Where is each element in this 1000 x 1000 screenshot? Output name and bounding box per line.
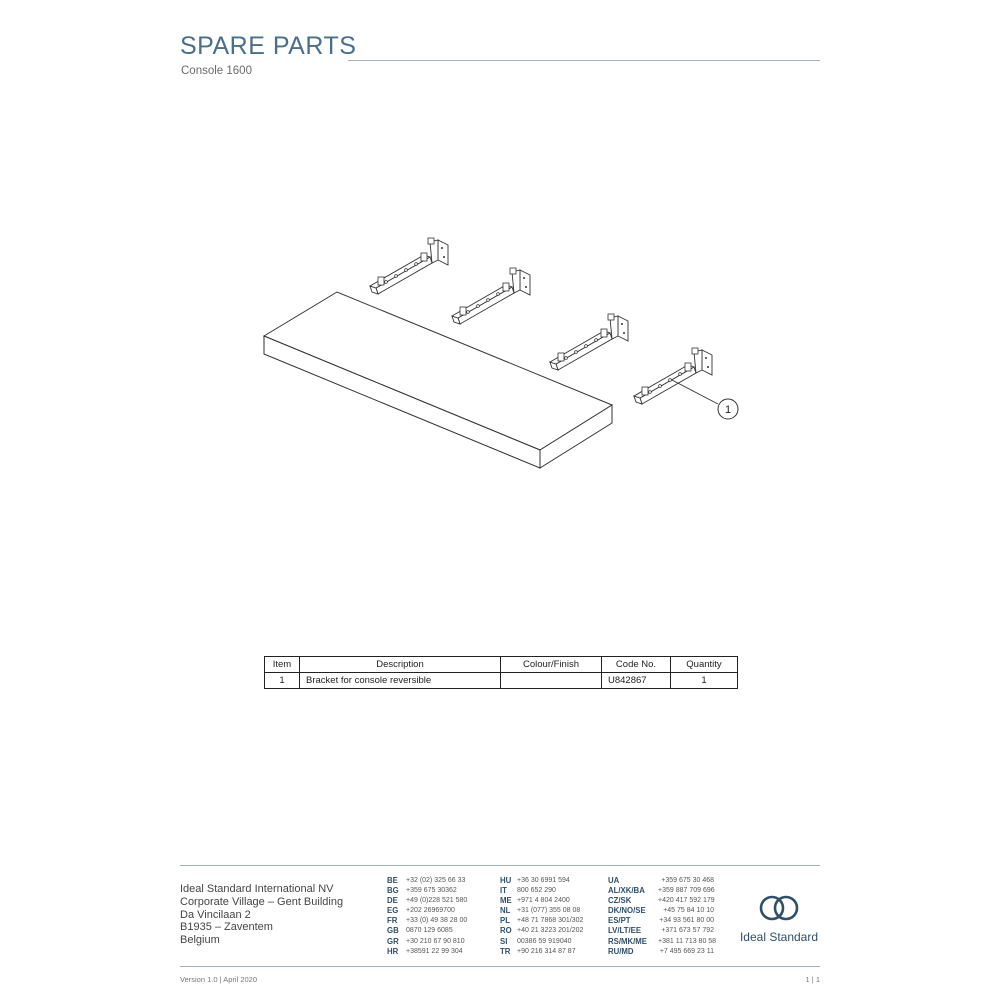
contact-row: FR +33 (0) 49 38 28 00 bbox=[387, 916, 468, 926]
header-colour: Colour/Finish bbox=[501, 657, 602, 673]
bracket-2 bbox=[452, 268, 530, 324]
bracket-4 bbox=[634, 348, 712, 404]
page-subtitle: Console 1600 bbox=[181, 65, 252, 77]
contact-row: GB 0870 129 6085 bbox=[387, 926, 453, 936]
contact-row: LV/LT/EE +371 673 57 792 bbox=[608, 926, 714, 936]
header-quantity: Quantity bbox=[671, 657, 738, 673]
cell-quantity: 1 bbox=[671, 673, 738, 689]
contact-row: DE +49 (0)228 521 580 bbox=[387, 896, 468, 906]
bracket-1 bbox=[370, 238, 448, 294]
console-slab bbox=[264, 292, 612, 468]
contacts-column-2 bbox=[500, 876, 583, 957]
contact-row: NL +31 (077) 355 08 08 bbox=[500, 906, 581, 916]
contact-row: GR +30 210 67 90 810 bbox=[387, 936, 465, 946]
header-description: Description bbox=[300, 657, 501, 673]
contact-row: RO +40 21 3223 201/202 bbox=[500, 926, 584, 936]
cell-code: U842867 bbox=[602, 673, 671, 689]
contact-row: BG +359 675 30362 bbox=[387, 886, 457, 896]
contact-row: RU/MD +7 495 669 23 11 bbox=[608, 946, 714, 956]
contact-row: IT 800 652 290 bbox=[500, 886, 556, 896]
contact-row: PL +48 71 7868 301/302 bbox=[500, 916, 584, 926]
contact-row: HR +38591 22 99 304 bbox=[387, 946, 463, 956]
cell-colour bbox=[501, 673, 602, 689]
callout-number: 1 bbox=[724, 404, 732, 416]
header-code: Code No. bbox=[602, 657, 671, 673]
address-line: Corporate Village – Gent Building bbox=[180, 895, 344, 908]
contact-row: TR +90 216 314 87 87 bbox=[500, 946, 576, 956]
table-row bbox=[265, 673, 738, 689]
contact-row: SI 00386 59 919040 bbox=[500, 936, 572, 946]
parts-table bbox=[264, 656, 738, 689]
version-info: Version 1.0 | April 2020 bbox=[180, 975, 257, 984]
address-line: Ideal Standard International NV bbox=[180, 883, 334, 895]
contact-row: CZ/SK +420 417 592 179 bbox=[608, 896, 715, 906]
logo-rings-icon bbox=[756, 893, 802, 923]
company-address bbox=[180, 883, 343, 947]
brand-logo bbox=[736, 893, 822, 944]
contact-row: DK/NO/SE +45 75 84 10 10 bbox=[608, 906, 714, 916]
contact-row: AL/XK/BA +359 887 709 696 bbox=[608, 886, 715, 896]
contact-row: HU +36 30 6991 594 bbox=[500, 876, 570, 885]
footer-rule-bottom bbox=[180, 966, 820, 967]
address-line: B1935 – Zaventem bbox=[180, 921, 273, 934]
contact-row: BE +32 (02) 325 66 33 bbox=[387, 876, 466, 885]
contact-row: EG +202 26969700 bbox=[387, 906, 455, 916]
page-title: SPARE PARTS bbox=[180, 32, 357, 60]
cell-description: Bracket for console reversible bbox=[300, 673, 501, 689]
brand-name: Ideal Standard bbox=[739, 930, 819, 944]
header-item: Item bbox=[265, 657, 300, 673]
contact-row: ME +971 4 804 2400 bbox=[500, 896, 570, 906]
contact-row: RS/MK/ME +381 11 713 80 58 bbox=[608, 936, 717, 946]
table-header-row bbox=[265, 657, 738, 673]
contacts-column-3 bbox=[608, 876, 717, 957]
contact-row: UA +359 675 30 468 bbox=[608, 876, 714, 885]
page-number: 1 | 1 bbox=[805, 975, 820, 984]
address-line: Da Vincilaan 2 bbox=[180, 908, 251, 921]
bracket-3 bbox=[550, 314, 628, 370]
address-line: Belgium bbox=[180, 934, 220, 947]
contacts-column-1 bbox=[387, 876, 467, 957]
footer-rule-top bbox=[180, 865, 820, 866]
cell-item: 1 bbox=[265, 673, 300, 689]
contact-row: ES/PT +34 93 561 80 00 bbox=[608, 916, 714, 926]
